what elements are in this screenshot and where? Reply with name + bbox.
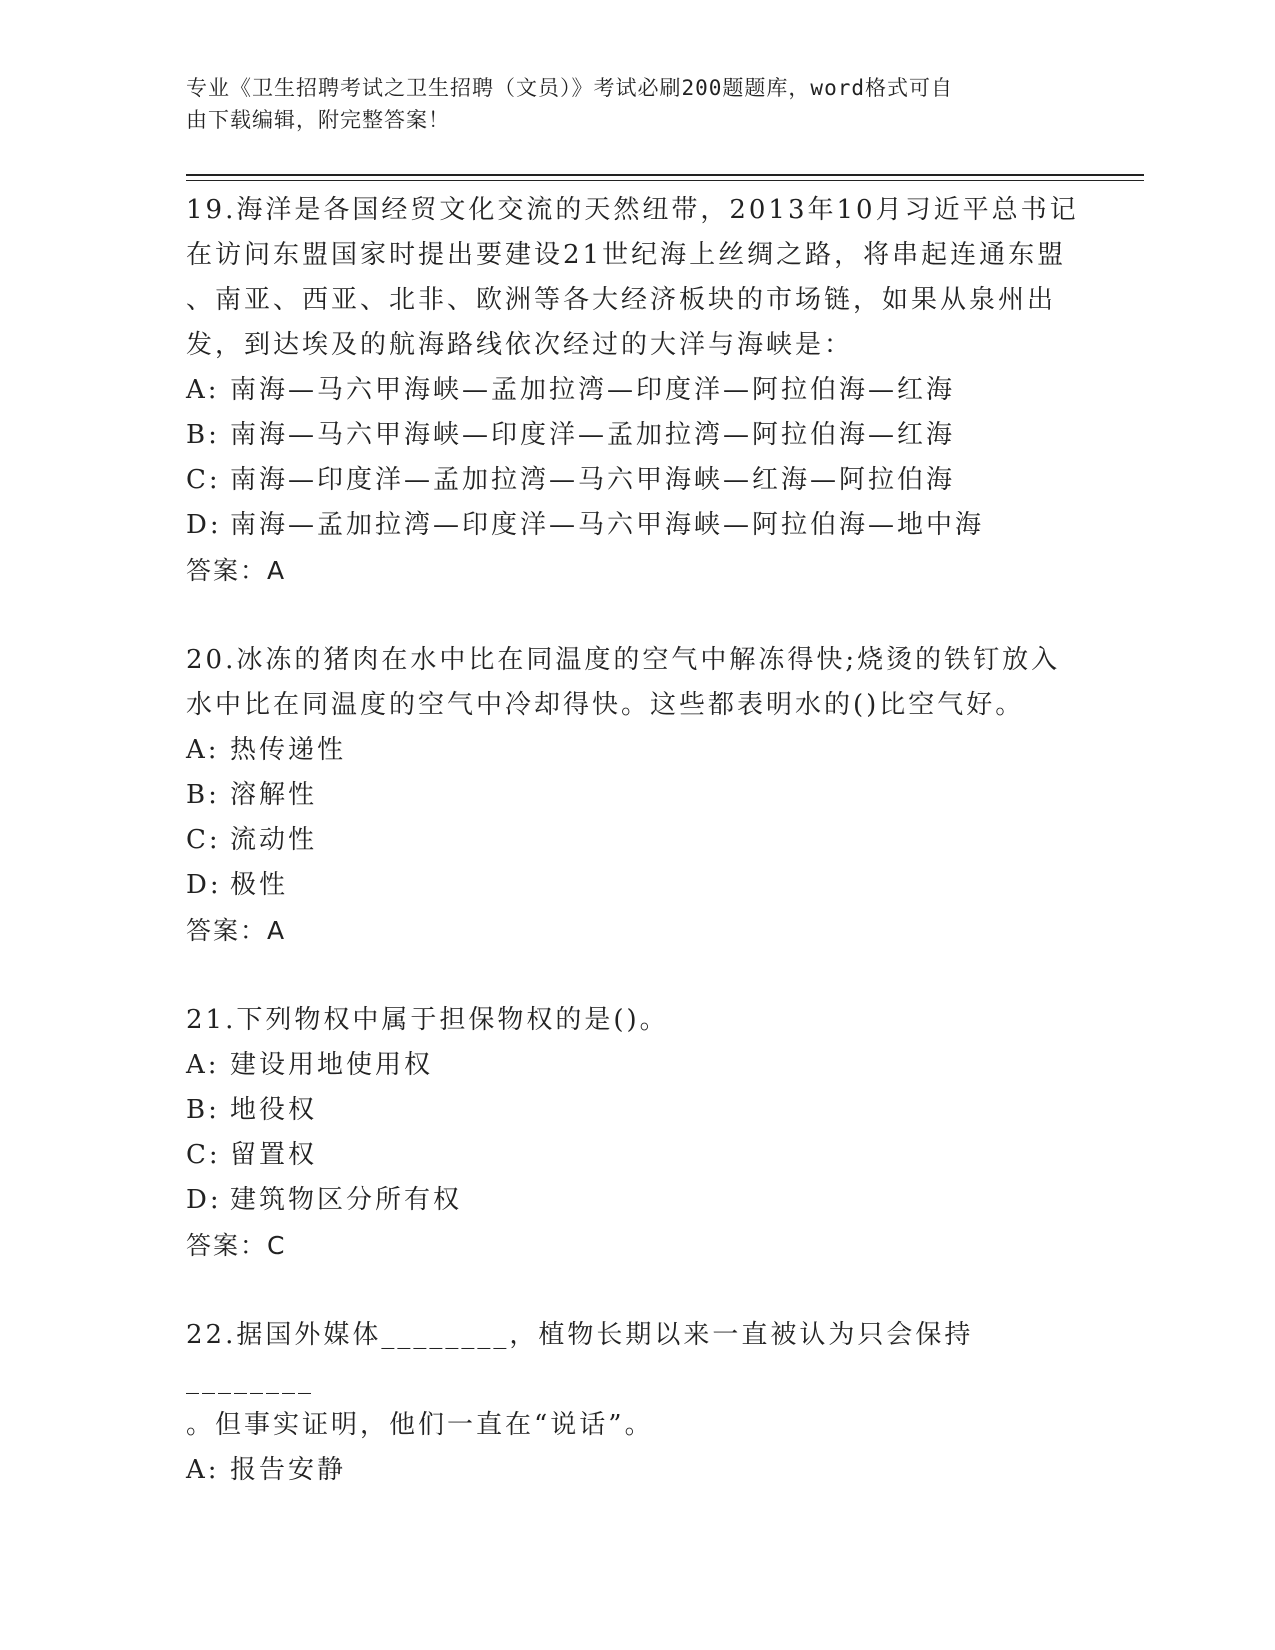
option-d xyxy=(186,863,1086,908)
answer: 答案：C xyxy=(186,1231,287,1260)
option-key: B: xyxy=(186,780,220,810)
header-line-2: 由下载编辑，附完整答案！ xyxy=(186,108,450,132)
question-22 xyxy=(186,1313,1086,1493)
option-text: 南海—印度洋—孟加拉湾—马六甲海峡—红海—阿拉伯海 xyxy=(230,465,956,495)
option-text: 报告安静 xyxy=(230,1455,347,1485)
question-text-line: 在访问东盟国家时提出要建设21世纪海上丝绸之路，将串起连通东盟 xyxy=(186,240,1067,270)
answer: 答案：A xyxy=(186,916,287,945)
question-20 xyxy=(186,638,1086,953)
option-a xyxy=(186,1043,1086,1088)
option-key: C: xyxy=(186,1140,221,1170)
document-body xyxy=(186,188,1086,1493)
question-text-line: 21.下列物权中属于担保物权的是()。 xyxy=(186,1005,669,1035)
option-key: C: xyxy=(186,465,221,495)
option-key: A: xyxy=(186,735,220,765)
option-key: A: xyxy=(186,375,220,405)
option-key: D: xyxy=(186,1185,222,1215)
option-b xyxy=(186,413,1086,458)
option-text: 溶解性 xyxy=(230,780,318,810)
option-c xyxy=(186,818,1086,863)
option-text: 地役权 xyxy=(230,1095,318,1125)
option-d xyxy=(186,503,1086,548)
option-key: B: xyxy=(186,420,220,450)
header-line-1: 专业《卫生招聘考试之卫生招聘（文员）》考试必刷200题题库，word格式可自 xyxy=(186,76,953,100)
option-text: 南海—马六甲海峡—印度洋—孟加拉湾—阿拉伯海—红海 xyxy=(230,420,956,450)
option-text: 建设用地使用权 xyxy=(230,1050,434,1080)
question-text-line: 水中比在同温度的空气中冷却得快。这些都表明水的()比空气好。 xyxy=(186,690,1025,720)
option-key: A: xyxy=(186,1455,220,1485)
page-header xyxy=(186,72,1066,136)
option-text: 建筑物区分所有权 xyxy=(230,1185,463,1215)
option-a xyxy=(186,728,1086,773)
option-c xyxy=(186,1133,1086,1178)
question-text-line: 19.海洋是各国经贸文化交流的天然纽带，2013年10月习近平总书记 xyxy=(186,195,1079,225)
header-divider xyxy=(186,174,1144,176)
option-a xyxy=(186,1448,1086,1493)
question-19 xyxy=(186,188,1086,593)
option-a xyxy=(186,368,1086,413)
question-21 xyxy=(186,998,1086,1268)
question-text-line: 发，到达埃及的航海路线依次经过的大洋与海峡是： xyxy=(186,330,854,360)
option-text: 极性 xyxy=(230,870,289,900)
option-text: 热传递性 xyxy=(230,735,347,765)
question-text-line: 20.冰冻的猪肉在水中比在同温度的空气中解冻得快;烧烫的铁钉放入 xyxy=(186,645,1061,675)
option-text: 南海—孟加拉湾—印度洋—马六甲海峡—阿拉伯海—地中海 xyxy=(230,510,985,540)
answer: 答案：A xyxy=(186,556,287,585)
option-key: D: xyxy=(186,870,222,900)
option-key: C: xyxy=(186,825,221,855)
option-text: 流动性 xyxy=(230,825,318,855)
option-d xyxy=(186,1178,1086,1223)
option-b xyxy=(186,773,1086,818)
option-b xyxy=(186,1088,1086,1133)
option-key: A: xyxy=(186,1050,220,1080)
question-text-line: 、南亚、西亚、北非、欧洲等各大经济板块的市场链，如果从泉州出 xyxy=(186,285,1057,315)
option-text: 留置权 xyxy=(230,1140,318,1170)
option-text: 南海—马六甲海峡—孟加拉湾—印度洋—阿拉伯海—红海 xyxy=(230,375,956,405)
header-divider-thin xyxy=(186,180,1144,181)
option-key: B: xyxy=(186,1095,220,1125)
question-text-line: 22.据国外媒体________，植物长期以来一直被认为只会保持________ xyxy=(186,1320,974,1395)
question-text-line: 。但事实证明，他们一直在“说话”。 xyxy=(186,1410,654,1440)
option-key: D: xyxy=(186,510,222,540)
option-c xyxy=(186,458,1086,503)
